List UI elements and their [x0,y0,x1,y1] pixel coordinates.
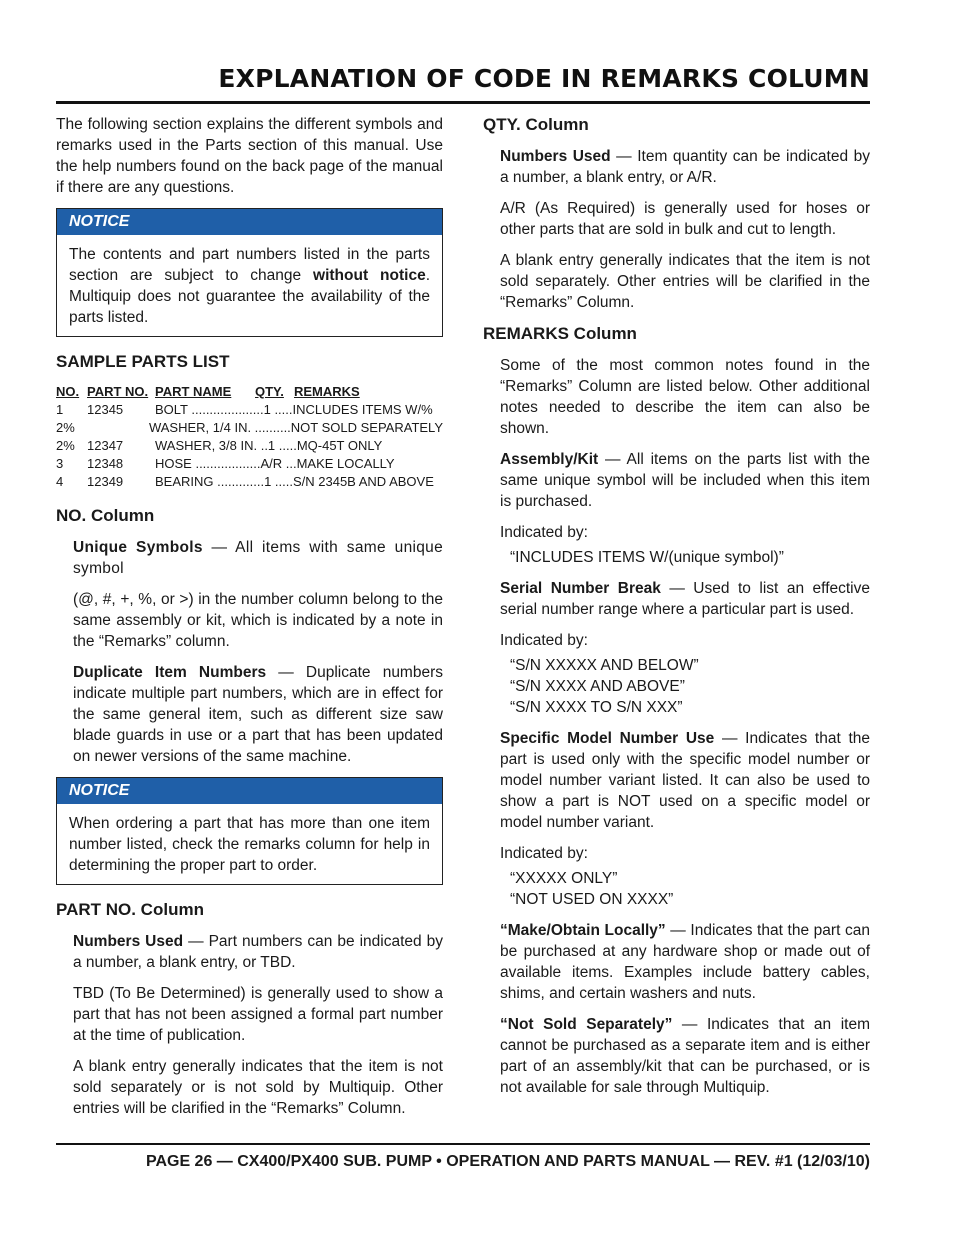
row-description: HOSE ..................A/R ...MAKE LOCALLY [155,456,395,471]
kit-example: “INCLUDES ITEMS W/(unique symbol)” [510,549,784,566]
model-number-term: Specific Model Number Use [500,730,715,747]
header-no: NO. [56,384,80,399]
notice-text-post: . Multiquip does not guarantee the availability of the parts listed. [69,267,431,326]
unique-symbols-text: — All items with same unique symbol [73,539,443,577]
no-column-heading: NO. Column [56,506,155,525]
not-sold-separately-term: “Not Sold Separately” [500,1016,673,1033]
assembly-kit-text: — All items on the parts list with the same unique symbol will be included when this item is purchased. [500,451,870,510]
model-example: “XXXXX ONLY” [510,870,618,887]
row-description: BOLT ....................1 .....INCLUDES ITEMS W/% [155,402,433,417]
footer-rule [56,1143,870,1145]
duplicate-numbers-paragraph [73,662,443,767]
symbols-paragraph: (@, #, +, %, or >) in the number column belong to the same assembly or kit, which is indicated by a note in the “Remarks” column. [73,591,443,650]
serial-break-text: — Used to list an effective serial number range where a particular part is used. [500,580,870,618]
duplicate-numbers-text: — Duplicate numbers indicate multiple part numbers, which are in effect for the same general item, such as different size saw blade guards in use or a part that has been updated on newer versions of the same machine. [73,664,443,765]
part-blank-entry-paragraph: A blank entry generally indicates that the item is not sold separately or is not sold by Multiquip. Other entries will be clarified in the “Remarks” Column. [73,1058,443,1117]
qty-blank-entry-paragraph: A blank entry generally indicates that the item is not sold separately. Other entries will be clarified in the “Remarks” Column. [500,252,870,311]
make-locally-term: “Make/Obtain Locally” [500,922,666,939]
remarks-intro-paragraph: Some of the most common notes found in the “Remarks” Column are listed below. Other additional notes needed to describe the item can also be shown. [500,357,870,437]
model-number-paragraph [500,728,870,833]
model-number-text: — Indicates that the part is used only with the specific model number or model number variant listed. It can also be used to show a part is NOT used on a specific model or model number variant. [500,730,870,831]
intro-paragraph: The following section explains the different symbols and remarks used in the Parts section of this manual. Use the help numbers found on the back page of the manual if there are any questions. [56,116,443,196]
title-rule [56,101,870,104]
qty-column-heading: QTY. Column [483,115,589,134]
numbers-used-text: — Part numbers can be indicated by a number, a blank entry, or TBD. [73,933,443,971]
left-column [56,114,443,1129]
row-part-no: 12349 [87,474,124,489]
serial-break-paragraph [500,578,870,620]
model-example: “NOT USED ON XXXX” [510,891,674,908]
model-examples [510,868,870,910]
notice-box-ordering [56,777,443,885]
notice-text: When ordering a part that has more than one item number listed, check the remarks column for help in determining the proper part to order. [69,815,430,874]
row-no: 3 [56,456,64,471]
qty-numbers-used-paragraph [500,146,870,188]
indicated-by-label: Indicated by: [500,845,588,862]
row-part-no [85,419,149,437]
header-part-no: PART NO. [87,384,149,399]
row-part-no: 12348 [87,456,124,471]
notice-label: NOTICE [57,778,442,804]
table-row [56,401,443,419]
table-row [56,419,443,437]
table-row [56,437,443,455]
header-part-name: PART NAME [155,384,232,399]
serial-example: “S/N XXXX TO S/N XXX” [510,699,683,716]
row-no: 2% [56,420,75,435]
sample-parts-table [56,383,443,491]
part-no-column-heading: PART NO. Column [56,900,204,919]
row-description: WASHER, 1/4 IN. ..........NOT SOLD SEPARATELY [148,420,443,435]
row-description: BEARING .............1 .....S/N 2345B AND ABOVE [155,474,434,489]
tbd-paragraph: TBD (To Be Determined) is generally used to show a part that has not been assigned a formal part number at the time of publication. [73,985,443,1044]
make-locally-text: — Indicates that the part can be purchased at any hardware shop or made out of available items. Examples include battery cables, shims, and certain washers and nuts. [500,922,870,1002]
notice-text-pre: The contents and part numbers listed in the parts section are subject to change [69,246,430,284]
numbers-used-text: — Item quantity can be indicated by a number, a blank entry, or A/R. [500,148,870,186]
unique-symbols-term: Unique Symbols [73,539,203,556]
row-no: 2% [56,438,75,453]
page-footer: PAGE 26 — CX400/PX400 SUB. PUMP • OPERATION AND PARTS MANUAL — REV. #1 (12/03/10) [145,1153,870,1170]
row-part-no: 12347 [87,438,124,453]
serial-example: “S/N XXXX AND ABOVE” [510,678,685,695]
right-column [483,114,870,1108]
duplicate-numbers-term: Duplicate Item Numbers [73,664,267,681]
header-remarks: REMARKS [294,384,360,399]
not-sold-separately-paragraph [500,1014,870,1098]
table-row [56,455,443,473]
row-part-no: 12345 [87,402,124,417]
make-locally-paragraph [500,920,870,1004]
table-row [56,473,443,491]
serial-break-term: Serial Number Break [500,580,661,597]
sample-parts-heading: SAMPLE PARTS LIST [56,352,230,371]
header-qty: QTY. [255,384,284,399]
ar-paragraph: A/R (As Required) is generally used for hoses or other parts that are sold in bulk and cut to length. [500,200,870,238]
page-title: EXPLANATION OF CODE IN REMARKS COLUMN [218,64,870,93]
row-description: WASHER, 3/8 IN. ..1 .....MQ-45T ONLY [155,438,383,453]
notice-text-bold: without notice [313,267,426,284]
numbers-used-term: Numbers Used [73,933,184,950]
row-no: 4 [56,474,64,489]
assembly-kit-paragraph [500,449,870,512]
remarks-column-heading: REMARKS Column [483,324,637,343]
table-header-row [56,383,443,401]
row-no: 1 [56,402,64,417]
indicated-by-label: Indicated by: [500,524,588,541]
indicated-by-label: Indicated by: [500,632,588,649]
assembly-kit-term: Assembly/Kit [500,451,599,468]
unique-symbols-paragraph [73,537,443,579]
notice-box-contents [56,208,443,337]
not-sold-separately-text: — Indicates that an item cannot be purchased as a separate item and is either part of an assembly/kit that can be purchased, or is not available for sale through Multiquip. [500,1016,870,1096]
serial-examples [510,655,870,718]
notice-text [57,235,442,336]
part-numbers-used-paragraph [73,931,443,973]
numbers-used-term: Numbers Used [500,148,611,165]
serial-example: “S/N XXXXX AND BELOW” [510,657,699,674]
notice-label: NOTICE [57,209,442,235]
